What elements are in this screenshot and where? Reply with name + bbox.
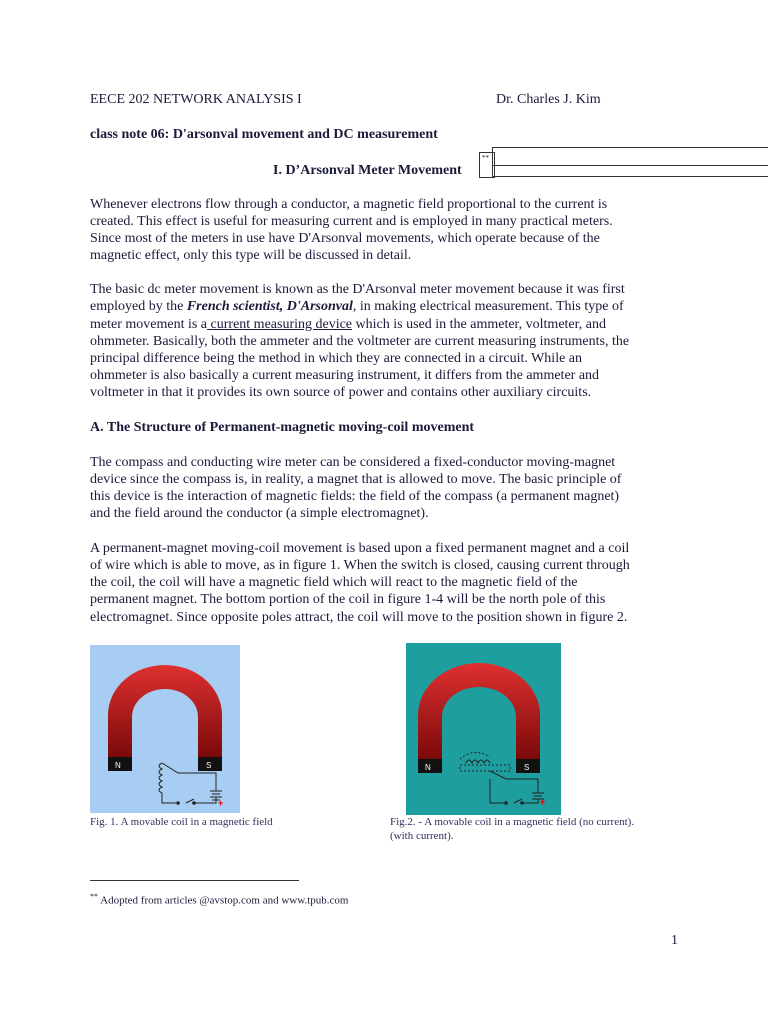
figure-2-caption-line: (with current).	[390, 830, 454, 842]
para2-text: , in making electrical measurement. This type of	[352, 299, 624, 314]
pole-n-label: N	[115, 761, 121, 770]
para2-line: ohmmeter. Basically, both the ammeter and the voltmeter are current measuring instruments, the	[90, 334, 630, 349]
para4-line: A permanent-magnet moving-coil movement is based upon a fixed permanent magnet and a coil	[90, 541, 630, 556]
pole-n-label: N	[425, 763, 431, 772]
footnote	[90, 888, 348, 910]
figure-2-image	[406, 643, 561, 815]
footnote-anchor-mark: **	[482, 154, 489, 162]
footnote-mark: **	[90, 892, 98, 901]
figure-1-caption: Fig. 1. A movable coil in a magnetic field	[90, 816, 273, 828]
comment-box-divider	[493, 165, 768, 166]
course-title: EECE 202 NETWORK ANALYSIS I	[90, 92, 302, 107]
figure-1-image	[90, 645, 240, 813]
french-scientist-emphasis: French scientist, D'Arsonval	[186, 299, 353, 314]
comment-box	[492, 147, 768, 177]
para1-line: Since most of the meters in use have D'Arsonval movements, which operate because of the	[90, 231, 600, 246]
section-a-title: A. The Structure of Permanent-magnetic moving-coil movement	[90, 420, 475, 435]
para2-text: employed by the	[90, 299, 187, 314]
para1-line: Whenever electrons flow through a conductor, a magnetic field proportional to the current is	[90, 197, 608, 212]
svg-text:+: +	[218, 798, 224, 808]
figure-2-caption-line: Fig.2. - A movable coil in a magnetic field (no current).	[390, 816, 635, 828]
para2-text: which is used in the ammeter, voltmeter, and	[352, 317, 606, 332]
para4-line: electromagnet. Since opposite poles attract, the coil will move to the position shown in figure 2.	[90, 610, 628, 625]
para3-line: device since the compass is, in reality, a magnet that is allowed to move. The basic principle of	[90, 472, 622, 487]
figure-2-svg	[406, 643, 561, 815]
page-number: 1	[671, 933, 678, 948]
para3-line: and the field around the conductor (a simple electromagnet).	[90, 506, 429, 521]
para2-text: meter movement is a	[90, 317, 208, 332]
pole-s-label: S	[206, 761, 212, 770]
para2-line: ohmmeter is also basically a current measuring instrument, it differs from the ammeter and	[90, 368, 600, 383]
footnote-text: Adopted from articles @avstop.com and www.tpub.com	[98, 894, 349, 907]
pole-s-label: S	[524, 763, 530, 772]
para3-line: The compass and conducting wire meter can be considered a fixed-conductor moving-magnet	[90, 455, 616, 470]
para1-line: magnetic effect, only this type will be discussed in detail.	[90, 248, 412, 263]
para2-line: voltmeter in that it provides its own source of power and contains other auxiliary circuits.	[90, 385, 592, 400]
footnote-separator	[90, 880, 299, 881]
figure-1-svg	[90, 645, 240, 813]
para2-line	[90, 298, 624, 316]
para2-line	[90, 316, 606, 334]
author-name: Dr. Charles J. Kim	[496, 92, 601, 107]
para1-line: created. This effect is useful for measuring current and is employed in many practical meters.	[90, 214, 613, 229]
para3-line: this device is the interaction of magnetic fields: the field of the compass (a permanent magnet)	[90, 489, 620, 504]
section-title: I. D’Arsonval Meter Movement	[273, 163, 462, 178]
para2-line: The basic dc meter movement is known as the D'Arsonval meter movement because it was first	[90, 282, 625, 297]
svg-text:+: +	[540, 797, 546, 807]
class-note-title: class note 06: D'arsonval movement and DC measurement	[90, 127, 438, 142]
para4-line: of wire which is able to move, as in figure 1. When the switch is closed, causing current through	[90, 558, 630, 573]
para4-line: permanent magnet. The bottom portion of the coil in figure 1-4 will be the north pole of this	[90, 592, 606, 607]
para2-line: principal difference being the method in which they are connected in a circuit. While an	[90, 351, 583, 366]
current-measuring-device-link[interactable]: current measuring device	[207, 317, 353, 332]
para4-line: the coil, the coil will have a magnetic field which will react to the magnetic field of the	[90, 575, 578, 590]
